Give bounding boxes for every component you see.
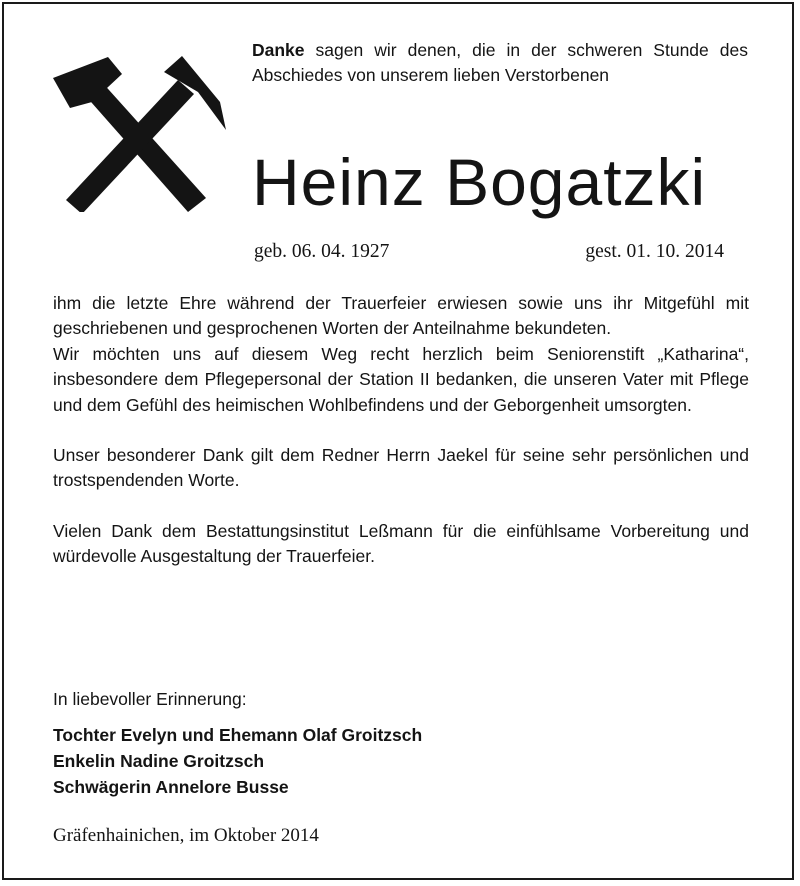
signer: Enkelin Nadine Groitzsch [53, 751, 265, 771]
death-date: gest. 01. 10. 2014 [585, 241, 724, 262]
signers-list [53, 722, 749, 800]
birth-date: geb. 06. 04. 1927 [254, 241, 390, 262]
body-paragraph: Unser besonderer Dank gilt dem Redner Herrn Jaekel für seine sehr persönlichen und trostspendenden Worte. [53, 445, 749, 491]
intro-lead: Danke [252, 40, 305, 60]
closing-block [53, 686, 749, 800]
thanks-intro [252, 38, 748, 88]
hammer-and-pick-icon [48, 52, 228, 212]
closing-phrase: In liebevoller Erinnerung: [53, 689, 247, 709]
body-paragraph: Vielen Dank dem Bestattungsinstitut Leßmann für die einfühlsame Vorbereitung und würdevolle Ausgestaltung der Trauerfeier. [53, 520, 749, 567]
signer: Schwägerin Annelore Busse [53, 777, 289, 797]
body-paragraph: Wir möchten uns auf diesem Weg recht herzlich beim Seniorenstift „Katharina“, insbesondere dem Pflegepersonal der Station II bedanken, die unseren Vater mit Pflege und dem Gefühl des heimischen Wohlbefindens und der Geborgenheit umsorgten. [53, 343, 749, 415]
body-paragraph: ihm die letzte Ehre während der Trauerfeier erwiesen sowie uns ihr Mitgefühl mit geschriebenen und gesprochenen Worten der Anteilnahme bekundeten. [53, 293, 749, 339]
signer: Tochter Evelyn und Ehemann Olaf Groitzsch [53, 725, 423, 745]
notice-body [53, 291, 749, 570]
deceased-name: Heinz Bogatzki [252, 145, 707, 219]
intro-text: sagen wir denen, die in der schweren Stunde des Abschiedes von unserem lieben Verstorbenen [252, 40, 748, 85]
place-and-date: Gräfenhainichen, im Oktober 2014 [53, 825, 319, 846]
